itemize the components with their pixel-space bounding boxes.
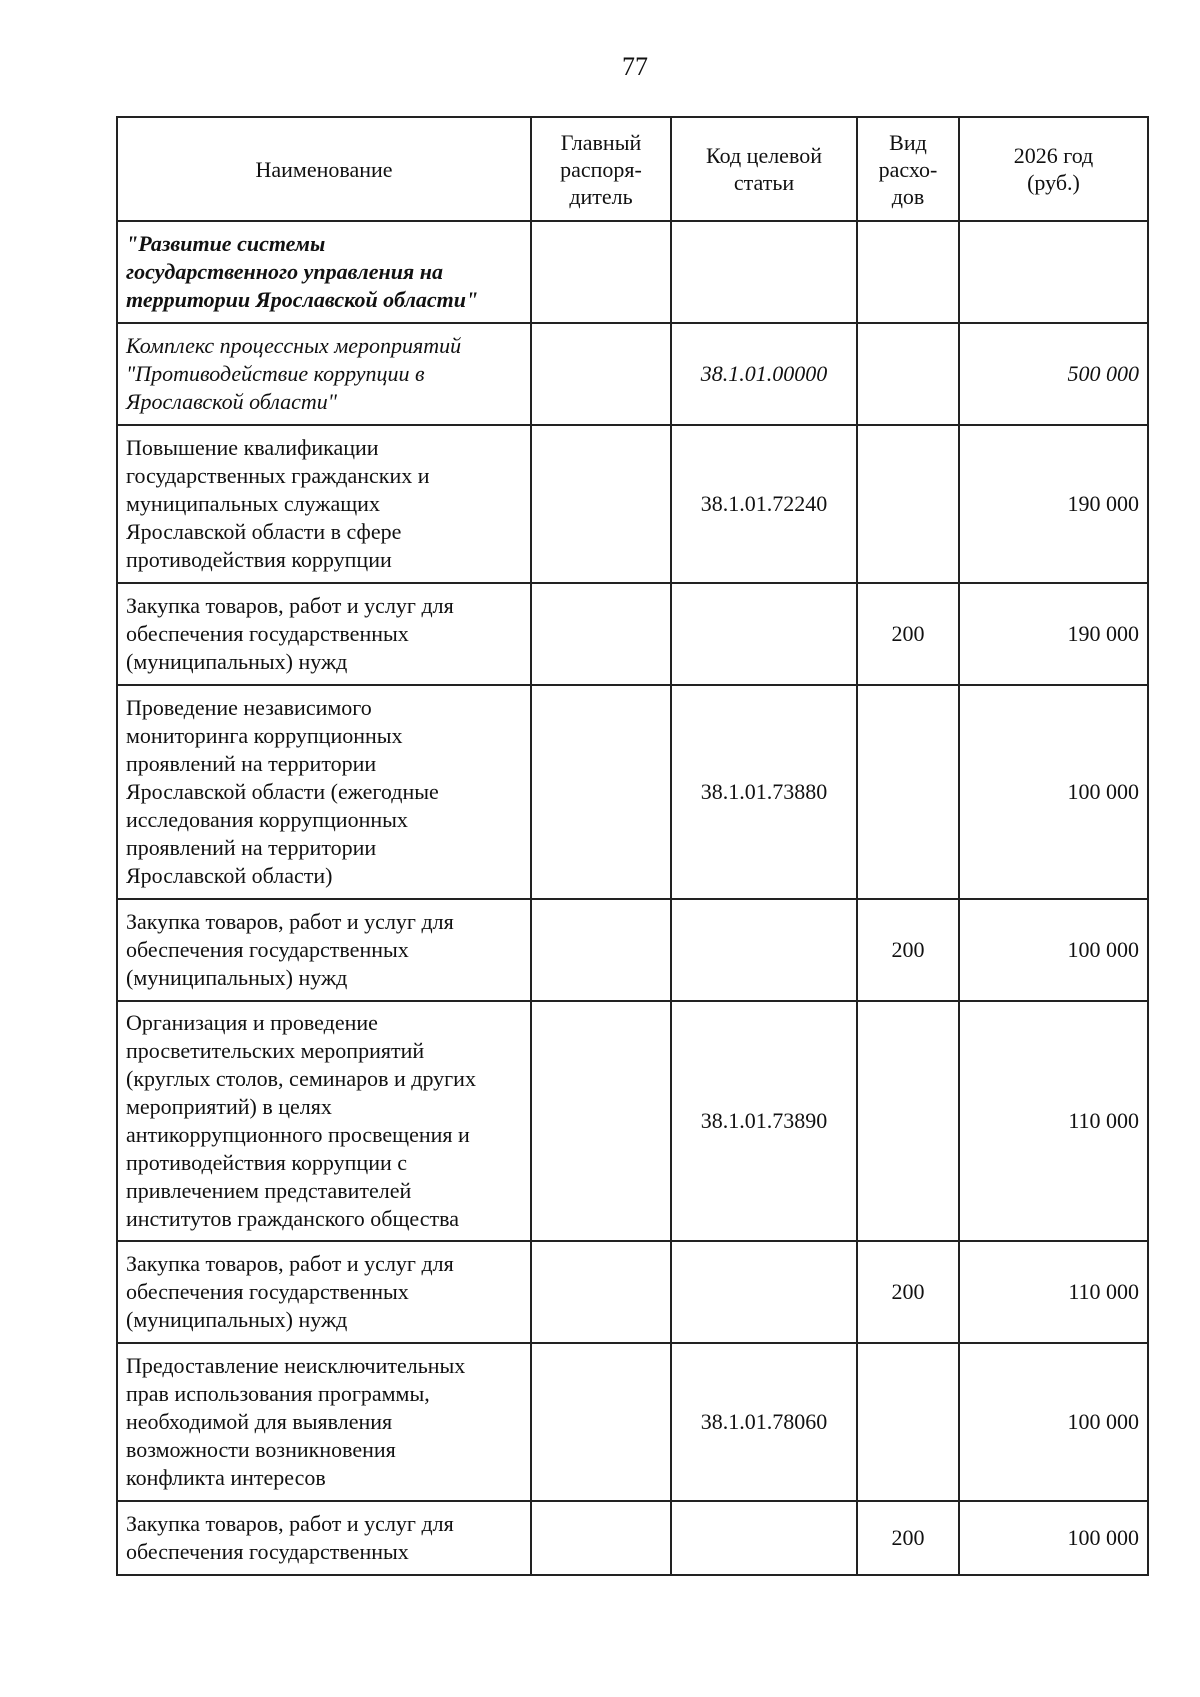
table-row <box>117 221 1148 323</box>
header-amount-text: 2026 год (руб.) <box>1013 143 1094 195</box>
row-amount: 100 000 <box>959 899 1148 1001</box>
row-manager <box>531 899 671 1001</box>
row-kind: 200 <box>857 1501 959 1575</box>
table-row <box>117 323 1148 425</box>
row-manager <box>531 1001 671 1241</box>
row-amount: 190 000 <box>959 425 1148 583</box>
row-code: 38.1.01.72240 <box>671 425 857 583</box>
row-kind <box>857 323 959 425</box>
row-amount: 110 000 <box>959 1001 1148 1241</box>
row-code <box>671 221 857 323</box>
row-manager <box>531 323 671 425</box>
row-amount <box>959 221 1148 323</box>
row-kind <box>857 1343 959 1501</box>
row-kind <box>857 221 959 323</box>
row-name: Закупка товаров, работ и услуг для обеспечения государственных <box>117 1501 531 1575</box>
table-row <box>117 1343 1148 1501</box>
table-row <box>117 1241 1148 1343</box>
header-row <box>117 117 1148 221</box>
table-row <box>117 583 1148 685</box>
row-kind: 200 <box>857 1241 959 1343</box>
row-manager <box>531 583 671 685</box>
header-kind-text: Вид расхо- дов <box>878 129 938 209</box>
row-amount: 100 000 <box>959 685 1148 899</box>
row-kind <box>857 425 959 583</box>
page-number: 77 <box>622 52 648 81</box>
budget-table <box>116 116 1149 1576</box>
table-row <box>117 899 1148 1001</box>
row-kind: 200 <box>857 899 959 1001</box>
header-name-text: Наименование <box>255 156 393 182</box>
row-manager <box>531 1241 671 1343</box>
header-kind <box>857 117 959 221</box>
row-code: 38.1.01.73880 <box>671 685 857 899</box>
row-name: Комплекс процессных мероприятий "Противодействие коррупции в Ярославской области" <box>117 323 531 425</box>
header-manager <box>531 117 671 221</box>
row-code <box>671 1241 857 1343</box>
header-manager-text: Главный распоря- дитель <box>560 129 642 209</box>
table-row <box>117 685 1148 899</box>
row-code: 38.1.01.78060 <box>671 1343 857 1501</box>
row-manager <box>531 425 671 583</box>
row-amount: 110 000 <box>959 1241 1148 1343</box>
row-code: 38.1.01.73890 <box>671 1001 857 1241</box>
row-name: Повышение квалификации государственных гражданских и муниципальных служащих Ярославской области в сфере противодействия коррупции <box>117 425 531 583</box>
row-code <box>671 899 857 1001</box>
header-code-text: Код целевой статьи <box>706 143 822 195</box>
row-manager <box>531 685 671 899</box>
row-kind <box>857 685 959 899</box>
table-row <box>117 1001 1148 1241</box>
row-kind <box>857 1001 959 1241</box>
row-name: Закупка товаров, работ и услуг для обеспечения государственных (муниципальных) нужд <box>117 899 531 1001</box>
row-name: Проведение независимого мониторинга коррупционных проявлений на территории Ярославской области (ежегодные исследования коррупционных проявлений на территории Ярославской области) <box>117 685 531 899</box>
row-amount: 100 000 <box>959 1501 1148 1575</box>
table-row <box>117 425 1148 583</box>
table-row <box>117 1501 1148 1575</box>
row-name: Предоставление неисключительных прав использования программы, необходимой для выявления возможности возникновения конфликта интересов <box>117 1343 531 1501</box>
header-code <box>671 117 857 221</box>
row-amount: 500 000 <box>959 323 1148 425</box>
row-amount: 100 000 <box>959 1343 1148 1501</box>
row-name: Организация и проведение просветительских мероприятий (круглых столов, семинаров и других мероприятий) в целях антикоррупционного просвещения и противодействия коррупции с привлечением представителей институтов гражданского общества <box>117 1001 531 1241</box>
row-amount: 190 000 <box>959 583 1148 685</box>
row-kind: 200 <box>857 583 959 685</box>
row-name: Закупка товаров, работ и услуг для обеспечения государственных (муниципальных) нужд <box>117 1241 531 1343</box>
row-code <box>671 1501 857 1575</box>
row-manager <box>531 1501 671 1575</box>
row-code: 38.1.01.00000 <box>671 323 857 425</box>
row-code <box>671 583 857 685</box>
header-name <box>117 117 531 221</box>
row-manager <box>531 1343 671 1501</box>
row-name: "Развитие системы государственного управления на территории Ярославской области" <box>117 221 531 323</box>
row-manager <box>531 221 671 323</box>
header-amount <box>959 117 1148 221</box>
row-name: Закупка товаров, работ и услуг для обеспечения государственных (муниципальных) нужд <box>117 583 531 685</box>
